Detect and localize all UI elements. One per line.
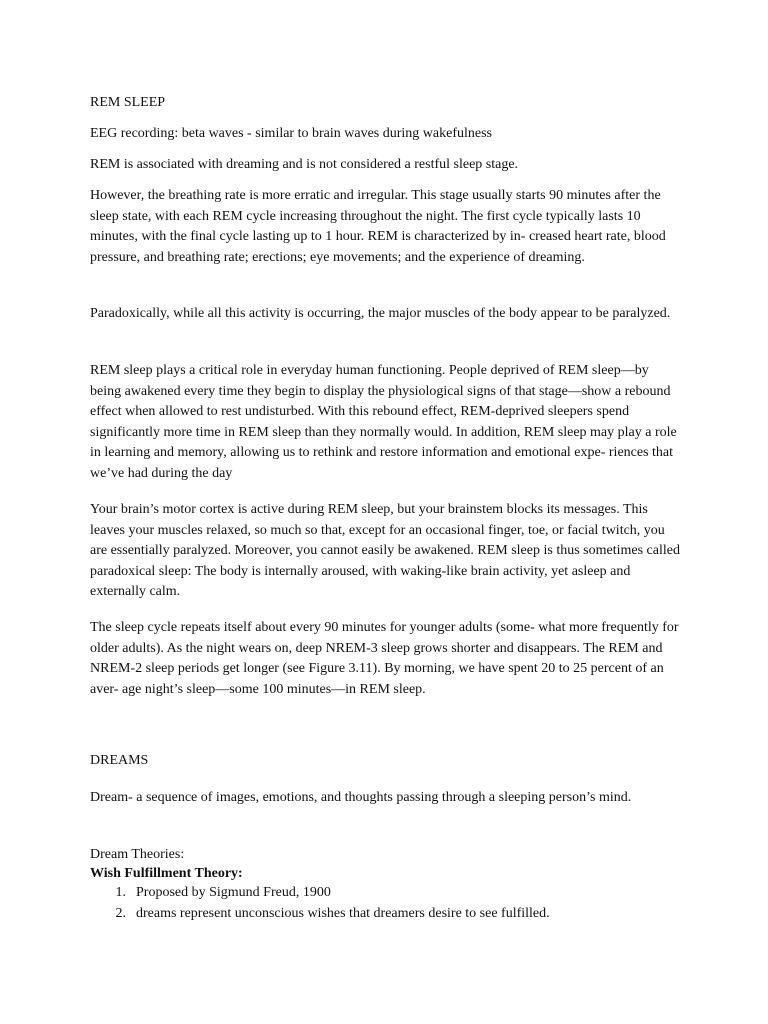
dream-theories-heading: Dream Theories: xyxy=(90,847,185,862)
section-heading-dreams: DREAMS xyxy=(90,753,149,768)
list-text: Proposed by Sigmund Freud, 1900 xyxy=(136,885,331,900)
list-item xyxy=(90,883,680,904)
rem-association-line: REM is associated with dreaming and is not considered a restful sleep stage. xyxy=(90,157,519,172)
wish-fulfillment-heading: Wish Fulfillment Theory: xyxy=(90,866,243,881)
list-item xyxy=(90,904,680,925)
dream-definition: Dream- a sequence of images, emotions, and thoughts passing through a sleeping person’s mind. xyxy=(90,790,632,805)
list-number: 2. xyxy=(115,905,126,921)
paragraph-role: REM sleep plays a critical role in everyday human functioning. People deprived of REM sleep—by being awakened every time they begin to display the physiological signs of that stage—show a rebound effect when allowed to rest undisturbed. With this rebound effect, REM-deprived sleepers spend significantly more time in REM sleep than they normally would. In addition, REM sleep may play a role in learning and memory, allowing us to rethink and restore information and emotional expe- riences that we’ve had during the day xyxy=(90,363,677,481)
paragraph-paradox: Paradoxically, while all this activity is occurring, the major muscles of the body appear to be paralyzed. xyxy=(90,306,671,321)
paragraph-breathing: However, the breathing rate is more erratic and irregular. This stage usually starts 90 minutes after the sleep state, with each REM cycle increasing throughout the night. The first cycle typically lasts 10 minutes, with the final cycle lasting up to 1 hour. REM is characterized by in- creased heart rate, blood pressure, and breathing rate; erections; eye movements; and the experience of dreaming. xyxy=(90,188,666,265)
paragraph-sleep-cycle: The sleep cycle repeats itself about every 90 minutes for younger adults (some- what more frequently for older adults). As the night wears on, deep NREM-3 sleep grows shorter and disappears. The REM and NREM-2 sleep periods get longer (see Figure 3.11). By morning, we have spent 20 to 25 percent of an aver- age night’s sleep—some 100 minutes—in REM sleep. xyxy=(90,620,679,697)
section-heading-rem-sleep: REM SLEEP xyxy=(90,95,166,110)
paragraph-motor-cortex: Your brain’s motor cortex is active during REM sleep, but your brainstem blocks its messages. This leaves your muscles relaxed, so much so that, except for an occasional finger, toe, or facial twitch, you are essentially paralyzed. Moreover, you cannot easily be awakened. REM sleep is thus sometimes called paradoxical sleep: The body is internally aroused, with waking-like brain activity, yet asleep and externally calm. xyxy=(90,502,680,599)
eeg-line: EEG recording: beta waves - similar to brain waves during wakefulness xyxy=(90,126,492,141)
list-number: 1. xyxy=(115,885,126,900)
wish-fulfillment-list xyxy=(90,883,680,924)
list-text: dreams represent unconscious wishes that dreamers desire to see fulfilled. xyxy=(136,905,550,921)
